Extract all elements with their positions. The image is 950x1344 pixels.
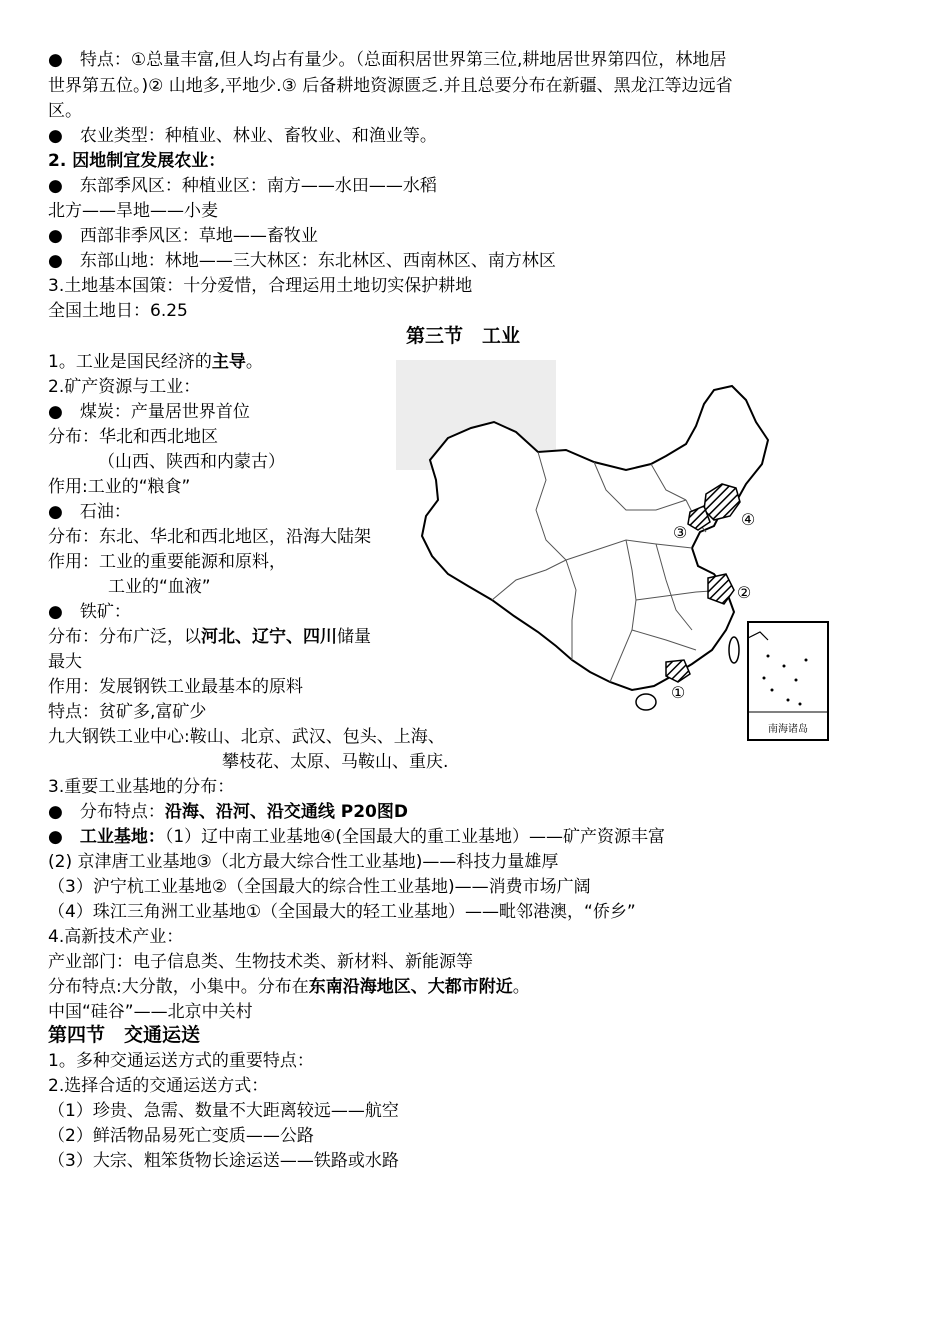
oil-role-2: 工业的“血液”	[108, 577, 211, 597]
section3-title: 第三节 工业	[406, 325, 521, 347]
iron-distribution-2: 最大	[48, 652, 82, 672]
iron-distribution: 分布：分布广泛，以河北、辽宁、四川储量	[48, 627, 371, 647]
marker-2: ②	[736, 583, 752, 602]
iron-line: ● 铁矿：	[48, 602, 131, 622]
bases-heading: 3.重要工业基地的分布：	[48, 777, 235, 797]
agri-types: ● 农业类型：种植业、林业、畜牧业、和渔业等。	[48, 126, 437, 146]
transport-features: 1。多种交通运送方式的重要特点：	[48, 1051, 314, 1071]
transport-rail: （3）大宗、粗笨货物长途运送——铁路或水路	[48, 1151, 399, 1171]
feature-line-1: ● 特点：①总量丰富,但人均占有量少。（总面积居世界第三位,耕地居世界第四位，林地居	[48, 50, 727, 70]
oil-line: ● 石油：	[48, 502, 131, 522]
base-4: （4）珠江三角洲工业基地①（全国最大的轻工业基地）——毗邻港澳，“侨乡”	[48, 902, 636, 922]
transport-air: （1）珍贵、急需、数量不大距离较远——航空	[48, 1101, 399, 1121]
base-1: ● 工业基地：（1）辽中南工业基地④(全国最大的重工业基地）——矿产资源丰富	[48, 827, 666, 847]
steel-centers-2: 攀枝花、太原、马鞍山、重庆.	[222, 752, 449, 772]
agri-heading: 2. 因地制宜发展农业：	[48, 151, 226, 171]
marker-1: ①	[670, 683, 686, 702]
base-2: (2) 京津唐工业基地③（北方最大综合性工业基地)——科技力量雄厚	[48, 852, 559, 872]
bases-feature: ● 分布特点：沿海、沿河、沿交通线 P20图D	[48, 802, 408, 822]
hitech-sectors: 产业部门：电子信息类、生物技术类、新材料、新能源等	[48, 952, 473, 972]
inset-label: 南海诸岛	[768, 724, 808, 735]
east-mountain: ● 东部山地：林地——三大林区：东北林区、西南林区、南方林区	[48, 251, 556, 271]
monsoon-zone: ● 东部季风区：种植业区：南方——水田——水稻	[48, 176, 437, 196]
coal-provinces: （山西、陕西和内蒙古）	[98, 452, 285, 472]
hitech-heading: 4.高新技术产业：	[48, 927, 184, 947]
industry-role: 1。工业是国民经济的主导。	[48, 352, 263, 372]
iron-feature: 特点：贫矿多,富矿少	[48, 702, 207, 722]
land-day: 全国土地日：6.25	[48, 301, 188, 321]
north-dryland: 北方——旱地——小麦	[48, 201, 218, 221]
feature-line-3: 区。	[48, 101, 82, 121]
silicon-valley: 中国“硅谷”——北京中关村	[48, 1002, 253, 1022]
hitech-distribution: 分布特点:大分散，小集中。分布在东南沿海地区、大都市附近。	[48, 977, 530, 997]
iron-role: 作用：发展钢铁工业最基本的原料	[48, 677, 303, 697]
china-outline	[422, 386, 768, 690]
minerals-heading: 2.矿产资源与工业：	[48, 377, 201, 397]
hainan-island	[636, 694, 656, 710]
taiwan-island	[729, 637, 739, 663]
section4-title: 第四节 交通运送	[48, 1024, 201, 1046]
coal-line: ● 煤炭：产量居世界首位	[48, 402, 250, 422]
marker-3: ③	[672, 523, 688, 542]
coal-distribution: 分布：华北和西北地区	[48, 427, 218, 447]
marker-4: ④	[740, 510, 756, 529]
feature-line-2: 世界第五位。)② 山地多,平地少.③ 后备耕地资源匮乏.并且总要分布在新疆、黑龙江等边远省	[48, 76, 733, 96]
transport-choice: 2.选择合适的交通运送方式：	[48, 1076, 269, 1096]
land-policy: 3.土地基本国策：十分爱惜，合理运用土地切实保护耕地	[48, 276, 473, 296]
oil-distribution: 分布：东北、华北和西北地区，沿海大陆架	[48, 527, 371, 547]
steel-centers: 九大钢铁工业中心:鞍山、北京、武汉、包头、上海、	[48, 727, 445, 747]
coal-role: 作用:工业的“粮食”	[48, 477, 191, 497]
south-sea-inset	[748, 622, 828, 740]
base-3: （3）沪宁杭工业基地②（全国最大的综合性工业基地)——消费市场广阔	[48, 877, 591, 897]
oil-role: 作用：工业的重要能源和原料，	[48, 552, 286, 572]
china-industrial-map	[396, 360, 832, 744]
west-zone: ● 西部非季风区：草地——畜牧业	[48, 226, 318, 246]
transport-road: （2）鲜活物品易死亡变质——公路	[48, 1126, 314, 1146]
